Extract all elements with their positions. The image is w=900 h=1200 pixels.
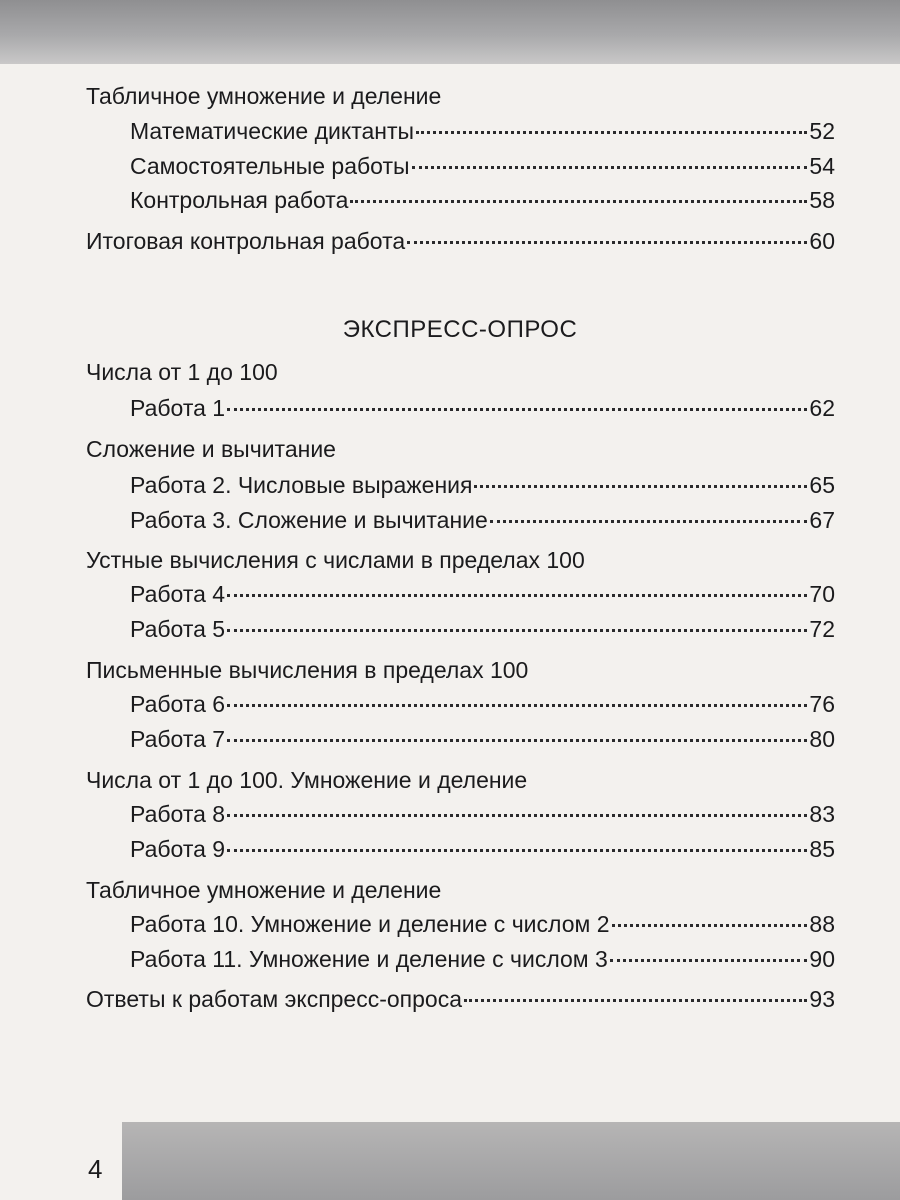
- entry-page: 83: [809, 801, 835, 827]
- entry-label: Работа 11. Умножение и деление с числом 3: [130, 946, 608, 972]
- dot-leader: [490, 520, 808, 523]
- dot-leader: [227, 849, 807, 852]
- entry-label: Самостоятельные работы: [130, 153, 410, 179]
- section-heading: Табличное умножение и деление: [86, 83, 442, 109]
- toc-entry: [130, 152, 835, 180]
- page-number-notch: [0, 1122, 122, 1200]
- entry-label: Работа 8: [130, 801, 226, 827]
- toc-entry: [130, 580, 835, 608]
- entry-label: Математические диктанты: [130, 118, 415, 144]
- toc-entry: [130, 471, 835, 499]
- entry-page: 60: [809, 228, 835, 254]
- entry-label: Работа 3. Сложение и вычитание: [130, 507, 488, 533]
- entry-page: 70: [809, 581, 835, 607]
- entry-label: Работа 2. Числовые выражения: [130, 472, 473, 498]
- bottom-scan-band: [0, 1122, 900, 1200]
- entry-page: 52: [809, 118, 835, 144]
- page-number: 4: [88, 1154, 103, 1184]
- toc-entry: [130, 835, 835, 863]
- dot-leader: [227, 704, 807, 707]
- dot-leader: [610, 959, 808, 962]
- dot-leader: [227, 814, 807, 817]
- toc-entry: [130, 186, 835, 214]
- toc-entry: [130, 800, 835, 828]
- entry-page: 54: [809, 153, 835, 179]
- entry-label: Итоговая контрольная работа: [86, 228, 406, 254]
- dot-leader: [227, 739, 807, 742]
- toc-entry: [130, 725, 835, 753]
- dot-leader: [407, 241, 807, 244]
- toc-entry-final-test: [86, 227, 835, 255]
- express-title: ЭКСПРЕСС-ОПРОС: [342, 316, 578, 343]
- entry-page: 65: [809, 472, 835, 498]
- toc-entry: [130, 394, 835, 422]
- toc-entry: [130, 945, 835, 973]
- toc-entry: [130, 690, 835, 718]
- entry-page: 62: [809, 395, 835, 421]
- entry-page: 58: [809, 187, 835, 213]
- section-heading: Устные вычисления с числами в пределах 100: [86, 547, 585, 573]
- entry-page: 93: [809, 986, 835, 1012]
- dot-leader: [227, 408, 807, 411]
- entry-page: 76: [809, 691, 835, 717]
- entry-label: Работа 4: [130, 581, 226, 607]
- entry-page: 72: [809, 616, 835, 642]
- entry-page: 80: [809, 726, 835, 752]
- toc-entry: [130, 615, 835, 643]
- entry-label: Работа 7: [130, 726, 226, 752]
- dot-leader: [474, 485, 807, 488]
- entry-label: Ответы к работам экспресс-опроса: [86, 986, 463, 1012]
- entry-page: 67: [809, 507, 835, 533]
- entry-label: Работа 9: [130, 836, 226, 862]
- entry-page: 88: [809, 911, 835, 937]
- dot-leader: [416, 131, 807, 134]
- entry-label: Контрольная работа: [130, 187, 349, 213]
- entry-page: 90: [809, 946, 835, 972]
- dot-leader: [227, 629, 807, 632]
- section-heading: Письменные вычисления в пределах 100: [86, 657, 529, 683]
- section-heading: Сложение и вычитание: [86, 436, 336, 462]
- entry-page: 85: [809, 836, 835, 862]
- entry-label: Работа 6: [130, 691, 226, 717]
- section-heading: Числа от 1 до 100: [86, 359, 278, 385]
- section-heading: Числа от 1 до 100. Умножение и деление: [86, 767, 528, 793]
- entry-label: Работа 1: [130, 395, 226, 421]
- section-heading: Табличное умножение и деление: [86, 877, 442, 903]
- toc-entry: [130, 117, 835, 145]
- dot-leader: [350, 200, 807, 203]
- entry-label: Работа 10. Умножение и деление с числом 2: [130, 911, 610, 937]
- dot-leader: [227, 594, 807, 597]
- dot-leader: [412, 166, 808, 169]
- toc-entry: [130, 910, 835, 938]
- dot-leader: [612, 924, 808, 927]
- toc-entry-answers: [86, 985, 835, 1013]
- top-scan-band: [0, 0, 900, 64]
- entry-label: Работа 5: [130, 616, 226, 642]
- toc-entry: [130, 506, 835, 534]
- dot-leader: [464, 999, 807, 1002]
